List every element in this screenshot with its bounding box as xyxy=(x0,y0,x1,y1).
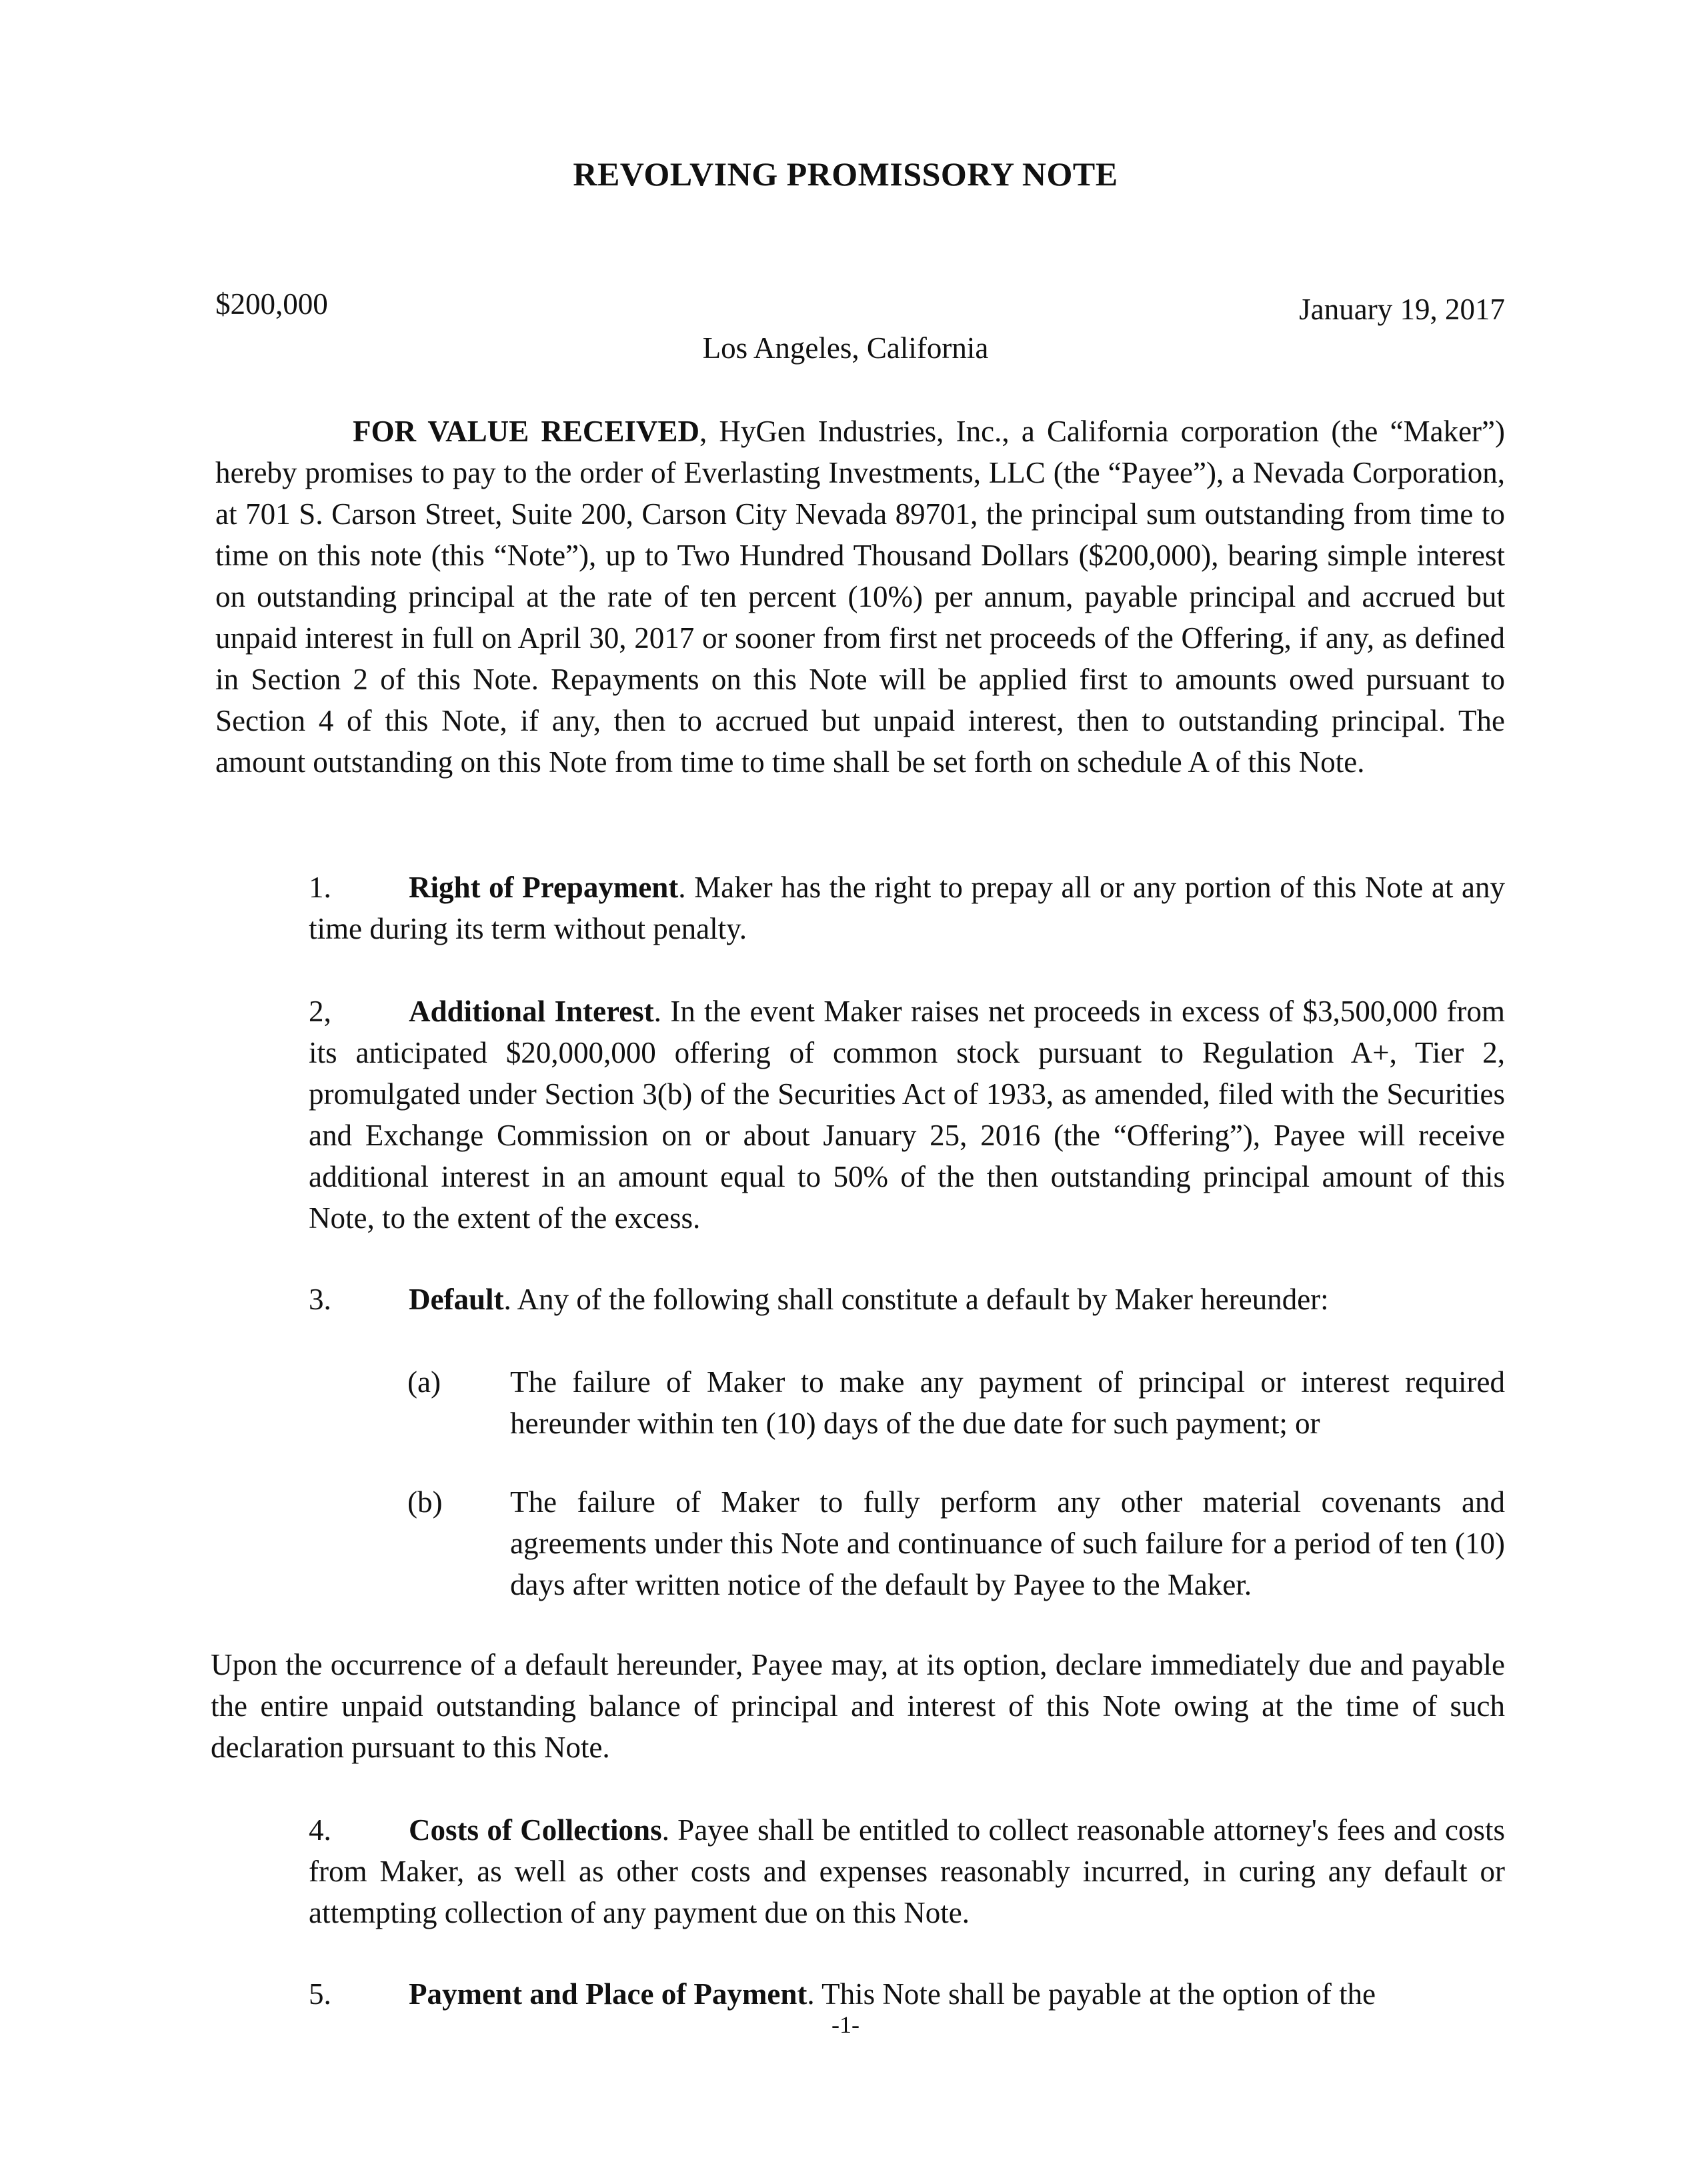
section-heading: Default xyxy=(409,1283,504,1316)
item-text: The failure of Maker to fully perform any other material covenants and agreements under this Note and continuance of such failure for a period of ten (10) days after written notice of the default by Payee to the Maker. xyxy=(510,1485,1505,1601)
default-item-a xyxy=(407,1361,1505,1444)
document-title: REVOLVING PROMISSORY NOTE xyxy=(573,155,1118,193)
section-2 xyxy=(309,991,1505,1239)
section-1 xyxy=(309,867,1505,949)
note-place: Los Angeles, California xyxy=(702,331,989,365)
section-4 xyxy=(309,1809,1505,1933)
section-text: . This Note shall be payable at the option of the xyxy=(807,1977,1376,2011)
section-number: 3. xyxy=(309,1283,331,1316)
section-text: . Maker has the right to prepay all or any portion of this Note at any time during its term without penalty. xyxy=(309,871,1505,945)
intro-text: , HyGen Industries, Inc., a California corporation (the “Maker”) hereby promises to pay to the order of Everlasting Investments, LLC (the “Payee”), a Nevada Corporation, at 701 S. Carson Street, Suite 200, Carson City Nevada 89701, the principal sum outstanding from time to time on this note (this “Note”), up to Two Hundred Thousand Dollars ($200,000), bearing simple interest on outstanding principal at the rate of ten percent (10%) per annum, payable principal and accrued but unpaid interest in full on April 30, 2017 or sooner from first net proceeds of the Offering, if any, as defined in Section 2 of this Note. Repayments on this Note will be applied first to amounts owed pursuant to Section 4 of this Note, if any, then to accrued but unpaid interest, then to outstanding principal. The amount outstanding on this Note from time to time shall be set forth on schedule A of this Note. xyxy=(215,415,1505,779)
section-number: 1. xyxy=(309,871,331,904)
item-text: The failure of Maker to make any payment of principal or interest required hereunder within ten (10) days of the due date for such payment; or xyxy=(510,1365,1505,1440)
section-heading: Costs of Collections xyxy=(409,1813,662,1847)
default-consequence: Upon the occurrence of a default hereunder, Payee may, at its option, declare immediately due and payable the entire unpaid outstanding balance of principal and interest of this Note owing at the time of such declaration pursuant to this Note. xyxy=(211,1648,1505,1764)
section-heading: Payment and Place of Payment xyxy=(409,1977,807,2011)
section-number: 4. xyxy=(309,1813,331,1847)
section-text: . Any of the following shall constitute a default by Maker hereunder: xyxy=(503,1283,1329,1316)
item-label: (a) xyxy=(407,1365,441,1399)
item-label: (b) xyxy=(407,1485,443,1519)
note-date: January 19, 2017 xyxy=(1299,293,1505,326)
note-amount: $200,000 xyxy=(215,287,328,321)
section-3 xyxy=(309,1279,1505,1320)
section-heading: Right of Prepayment xyxy=(409,871,679,904)
intro-paragraph xyxy=(215,411,1505,783)
intro-lead: FOR VALUE RECEIVED xyxy=(353,415,699,448)
default-item-b xyxy=(407,1481,1505,1605)
section-number: 2, xyxy=(309,995,331,1028)
section-5 xyxy=(309,1973,1505,2015)
section-text: . In the event Maker raises net proceeds in excess of $3,500,000 from its anticipated $20,000,000 offering of common stock pursuant to Regulation A+, Tier 2, promulgated under Section 3(b) of the Securities Act of 1933, as amended, filed with the Securities and Exchange Commission on or about January 25, 2016 (the “Offering”), Payee will receive additional interest in an amount equal to 50% of the then outstanding principal amount of this Note, to the extent of the excess. xyxy=(309,995,1506,1235)
section-number: 5. xyxy=(309,1977,331,2011)
page-number: -1- xyxy=(831,2011,860,2038)
section-text: . Payee shall be entitled to collect reasonable attorney's fees and costs from Maker, as well as other costs and expenses reasonably incurred, in curing any default or attempting collection of any payment due on this Note. xyxy=(309,1813,1505,1929)
section-heading: Additional Interest xyxy=(409,995,654,1028)
